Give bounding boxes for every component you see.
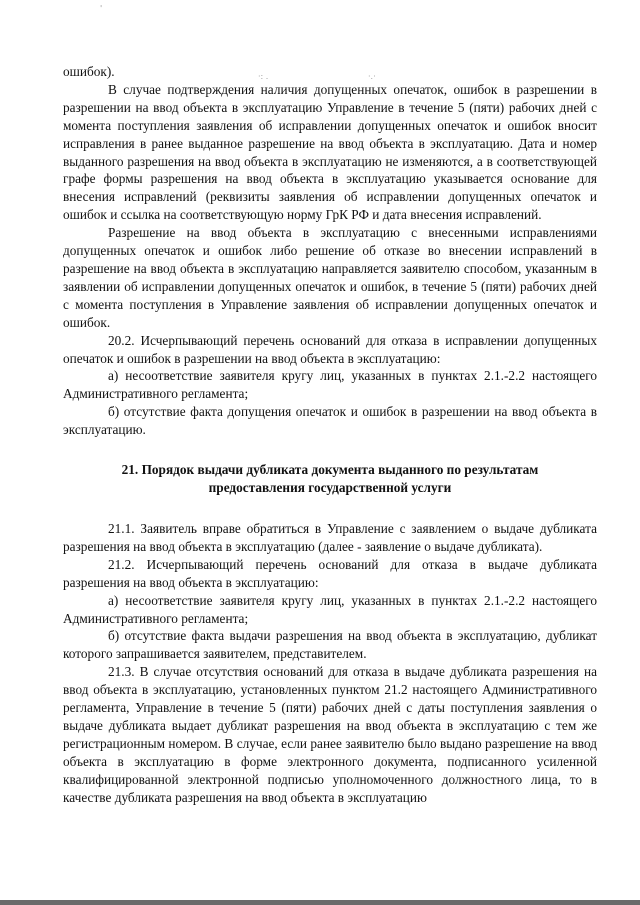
paragraph: 21.3. В случае отсутствия оснований для отказа в выдаче дубликата разрешения на ввод объекта в эксплуатацию, установленных пунктом 21.2 настоящего Административного регламента, Управление в течение 5 (пяти) рабочих дней с даты поступления заявления о выдаче дубликата выдает дубликат разрешения на ввод объекта в эксплуатацию с тем же регистрационным номером. В случае, если ранее заявителю было выдано разрешение на ввод объекта в эксплуатацию в форме электронного документа, подписанного усиленной квалифицированной электронной подписью уполномоченного должностного лица, то в качестве дубликата разрешения на ввод объекта в эксплуатацию <box>63 664 597 805</box>
scan-artifact-mark: ·.· <box>368 72 376 81</box>
scan-artifact-mark: ·: . <box>258 72 269 81</box>
paragraph: 20.2. Исчерпывающий перечень оснований для отказа в исправлении допущенных опечаток и ошибок в разрешении на ввод объекта в эксплуатацию: <box>63 332 597 366</box>
list-item: б) отсутствие факта допущения опечаток и ошибок в разрешении на ввод объекта в эксплуатацию. <box>63 404 597 438</box>
document-page <box>63 63 597 807</box>
paragraph: Разрешение на ввод объекта в эксплуатацию с внесенными исправлениями допущенных опечаток и ошибок либо решение об отказе во внесении исправлений в разрешение на ввод объекта в эксплуатацию направляется заявителю способом, указанным в заявлении об исправлении допущенных опечаток и ошибок, в течение 5 (пяти) рабочих дней с момента поступления в Управление заявления об исправлении допущенных опечаток и ошибок. <box>63 225 597 330</box>
paragraph: 21.1. Заявитель вправе обратиться в Управление с заявлением о выдаче дубликата разрешения на ввод объекта в эксплуатацию (далее - заявление о выдаче дубликата). <box>63 521 597 554</box>
paragraph: ошибок). <box>63 64 115 79</box>
list-item: а) несоответствие заявителя кругу лиц, указанных в пунктах 2.1.-2.2 настоящего Административного регламента; <box>63 368 597 402</box>
paragraph: В случае подтверждения наличия допущенных опечаток, ошибок в разрешении в разрешении на ввод объекта в эксплуатацию Управление в течение 5 (пяти) рабочих дней с момента поступления заявления об исправлении допущенных опечаток и ошибок вносит исправления в ранее выданное разрешение на ввод объекта в эксплуатацию. Дата и номер выданного разрешения на ввод объекта в эксплуатацию не изменяются, а в соответствующей графе формы разрешения на ввод объекта в эксплуатацию указывается основание для внесения исправлений (реквизиты заявления об исправлении допущенных опечаток и ошибок и ссылка на соответствующую норму ГрК РФ и дата внесения исправлений. <box>63 81 597 223</box>
section-heading <box>63 461 597 497</box>
scan-bottom-edge <box>0 900 640 905</box>
section-heading-line: предоставления государственной услуги <box>208 480 452 496</box>
scan-artifact-mark: ' <box>100 4 103 13</box>
paragraph: 21.2. Исчерпывающий перечень оснований для отказа в выдаче дубликата разрешения на ввод объекта в эксплуатацию: <box>63 556 597 590</box>
list-item: б) отсутствие факта выдачи разрешения на ввод объекта в эксплуатацию, дубликат которого запрашивается заявителем, представителем. <box>63 628 597 662</box>
list-item: а) несоответствие заявителя кругу лиц, указанных в пунктах 2.1.-2.2 настоящего Административного регламента; <box>63 592 597 626</box>
section-heading-line: 21. Порядок выдачи дубликата документа выданного по результатам <box>121 462 539 478</box>
